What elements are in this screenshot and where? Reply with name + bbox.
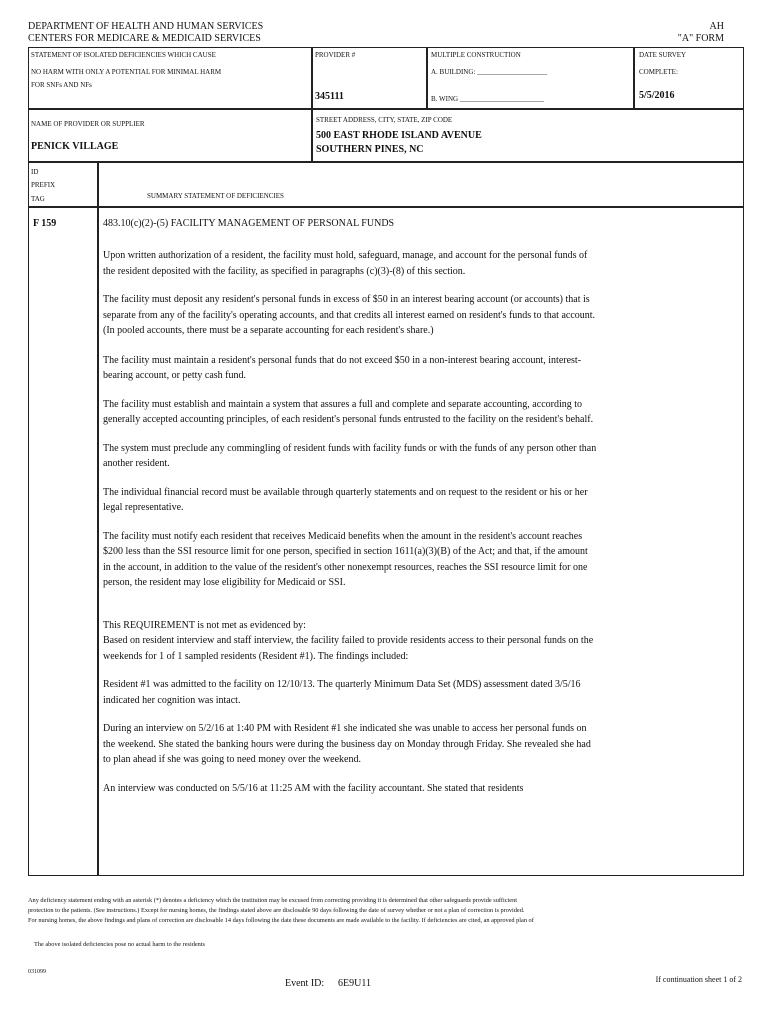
tag-column bbox=[28, 206, 99, 876]
address-label: STREET ADDRESS, CITY, STATE, ZIP CODE bbox=[316, 116, 453, 124]
disclaimer-line-2: protection to the patients. (See instructions.) Except for nursing homes, the findings stated above are disclosable 90 days following the date of survey whether or not a plan of correction is provided. bbox=[28, 907, 525, 914]
deficiency-title: 483.10(c)(2)-(5) FACILITY MANAGEMENT OF PERSONAL FUNDS bbox=[103, 218, 395, 229]
disclaimer-line-3: For nursing homes, the above findings and plans of correction are disclosable 14 days following the date these documents are made available to the facility. If deficiencies are cited, an approved plan of bbox=[28, 917, 534, 924]
id-prefix-tag-header bbox=[28, 161, 99, 208]
multiple-construction-label: MULTIPLE CONSTRUCTION bbox=[431, 51, 521, 59]
statement-line-1: STATEMENT OF ISOLATED DEFICIENCIES WHICH CAUSE bbox=[31, 51, 216, 59]
summary-statement-label: SUMMARY STATEMENT OF DEFICIENCIES bbox=[147, 192, 284, 200]
disclaimer bbox=[28, 896, 748, 926]
department-line-2: CENTERS FOR MEDICARE & MEDICAID SERVICES bbox=[28, 33, 261, 44]
id-label: ID bbox=[31, 168, 39, 176]
statement-box bbox=[28, 47, 313, 110]
deficiency-paragraph: Upon written authorization of a resident, the facility must hold, safeguard, manage, and account for the personal funds of the resident deposited with the facility, as specified in paragraphs (c)(3)-(8) of this section. bbox=[103, 250, 588, 277]
summary-header bbox=[97, 161, 744, 208]
deficiency-body bbox=[97, 206, 744, 876]
provider-number-label: PROVIDER # bbox=[315, 51, 356, 59]
wing-field: B. WING ________________________ bbox=[431, 95, 544, 103]
prefix-label: PREFIX bbox=[31, 181, 56, 189]
event-id-label: Event ID: bbox=[285, 978, 325, 989]
provider-name-label: NAME OF PROVIDER OR SUPPLIER bbox=[31, 120, 145, 128]
deficiency-paragraph: The individual financial record must be available through quarterly statements and on request to the resident or his or her legal representative. bbox=[103, 486, 588, 513]
continuation-sheet: If continuation sheet 1 of 2 bbox=[655, 975, 742, 984]
deficiency-paragraph: Resident #1 was admitted to the facility on 12/10/13. The quarterly Minimum Data Set (MDS) assessment dated 3/5/16 indicated her cognition was intact. bbox=[103, 679, 581, 706]
address-line-1: 500 EAST RHODE ISLAND AVENUE bbox=[316, 130, 482, 141]
date-survey-label: DATE SURVEY bbox=[639, 51, 687, 59]
statement-line-2: NO HARM WITH ONLY A POTENTIAL FOR MINIMAL HARM bbox=[31, 68, 222, 76]
date-survey-box bbox=[633, 47, 744, 110]
deficiency-paragraph: The facility must establish and maintain a system that assures a full and complete and separate accounting, according to generally accepted accounting principles, of each resident's personal funds entrusted to the facility on the resident's behalf. bbox=[103, 398, 594, 425]
deficiency-paragraph: The system must preclude any commingling of resident funds with facility funds or with the funds of any person other than another resident. bbox=[103, 442, 597, 469]
building-field: A. BUILDING: ____________________ bbox=[431, 68, 548, 76]
provider-name-value: PENICK VILLAGE bbox=[31, 141, 119, 152]
deficiency-paragraph: The facility must deposit any resident's personal funds in excess of $50 in an interest bearing account (or accounts) that is separate from any of the facility's operating accounts, and that credits all interest earned on resident's funds to that account. (In pooled accounts, there must be a separate accounting for each resident's share.) bbox=[103, 294, 596, 336]
event-id-value: 6E9U11 bbox=[338, 978, 371, 989]
multiple-construction-box bbox=[426, 47, 635, 110]
address-line-2: SOUTHERN PINES, NC bbox=[316, 144, 424, 155]
deficiency-paragraph: The facility must notify each resident that receives Medicaid benefits when the amount in the resident's account reaches $200 less than the SSI resource limit for one person, specified in section 1611(a)(3)(B) of the Act; and that, if the amount in the account, in addition to the value of the resident's other nonexempt resources, reaches the SSI resource limit for one person, the resident may lose eligibility for Medicaid or SSI. bbox=[103, 530, 588, 588]
tag-label: TAG bbox=[31, 195, 45, 203]
provider-number-value: 345111 bbox=[315, 91, 344, 102]
form-code: AH bbox=[709, 21, 724, 32]
provider-number-box bbox=[311, 47, 428, 110]
provider-name-box bbox=[28, 108, 313, 163]
form-number: 031099 bbox=[28, 969, 46, 975]
department-line-1: DEPARTMENT OF HEALTH AND HUMAN SERVICES bbox=[28, 21, 264, 32]
address-box bbox=[311, 108, 744, 163]
deficiency-findings-intro: This REQUIREMENT is not met as evidenced by: Based on resident interview and staff interview, the facility failed to provide residents access to their personal funds on the weekends for 1 of 1 sampled residents (Resident #1). The findings included: bbox=[103, 619, 594, 662]
deficiency-text bbox=[103, 248, 598, 796]
deficiency-paragraph: During an interview on 5/2/16 at 1:40 PM with Resident #1 she indicated she was unable to access her personal funds on the weekend. She stated the banking hours were during the business day on Monday through Friday. She revealed she had to plan ahead if she was going to need money over the weekend. bbox=[103, 723, 591, 765]
isolated-deficiency-note: The above isolated deficiencies pose no actual harm to the residents bbox=[34, 941, 206, 948]
date-survey-value: 5/5/2016 bbox=[639, 90, 675, 101]
form-type: "A" FORM bbox=[677, 33, 724, 44]
complete-label: COMPLETE: bbox=[639, 68, 678, 76]
deficiency-paragraph: An interview was conducted on 5/5/16 at 11:25 AM with the facility accountant. She stated that residents bbox=[103, 782, 524, 794]
deficiency-paragraph: The facility must maintain a resident's personal funds that do not exceed $50 in a non-interest bearing account, interest-bearing account, or petty cash fund. bbox=[103, 354, 582, 381]
deficiency-tag: F 159 bbox=[33, 218, 57, 229]
disclaimer-line-1: Any deficiency statement ending with an asterisk (*) denotes a deficiency which the institution may be excused from correcting providing it is determined that other safeguards provide sufficient bbox=[28, 897, 517, 904]
statement-line-3: FOR SNFs AND NFs bbox=[31, 81, 92, 89]
